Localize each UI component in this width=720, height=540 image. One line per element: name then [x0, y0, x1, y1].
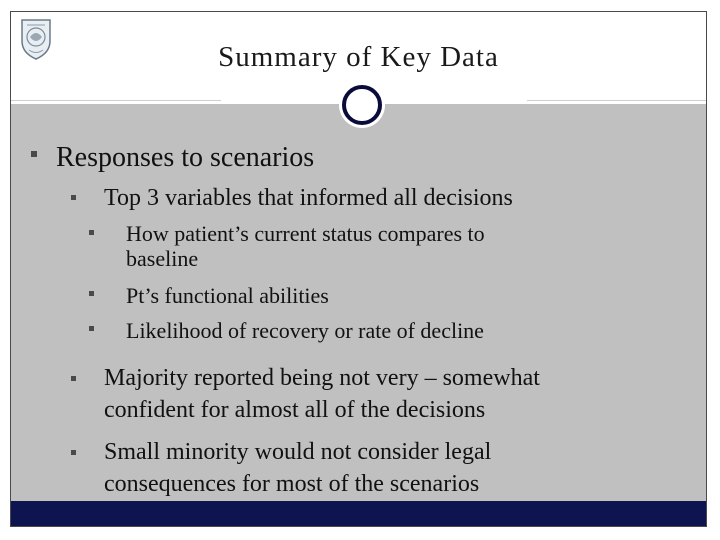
- square-bullet-icon: [89, 230, 94, 235]
- slide-title: Summary of Key Data: [218, 41, 499, 73]
- variable-functional-abilities: Pt’s functional abilities: [126, 283, 329, 308]
- bullet-confidence-line2: confident for almost all of the decisions: [104, 397, 486, 423]
- ornament-line-right: [382, 98, 527, 102]
- variable-current-status-line1: How patient’s current status compares to: [126, 221, 485, 246]
- square-bullet-icon: [71, 376, 76, 381]
- variable-likelihood-of-recovery: Likelihood of recovery or rate of decline: [126, 318, 484, 343]
- bullet-legal-line2: consequences for most of the scenarios: [104, 471, 480, 497]
- circle-ornament-icon: [342, 85, 382, 125]
- square-bullet-icon: [71, 450, 76, 455]
- bullet-responses-to-scenarios: Responses to scenarios: [56, 142, 315, 173]
- slide-body: [11, 102, 706, 502]
- ornament-line-left: [221, 98, 341, 102]
- square-bullet-icon: [89, 326, 94, 331]
- variable-current-status-line2: baseline: [126, 246, 199, 271]
- slide-footer-bar: [11, 501, 706, 526]
- square-bullet-icon: [89, 291, 94, 296]
- bullet-legal-line1: Small minority would not consider legal: [104, 439, 492, 465]
- bullet-top-3-variables: Top 3 variables that informed all decisions: [104, 185, 513, 211]
- square-bullet-icon: [71, 195, 76, 200]
- square-bullet-icon: [31, 151, 37, 157]
- bullet-confidence-line1: Majority reported being not very – somewhat: [104, 365, 540, 391]
- slide: [10, 11, 707, 527]
